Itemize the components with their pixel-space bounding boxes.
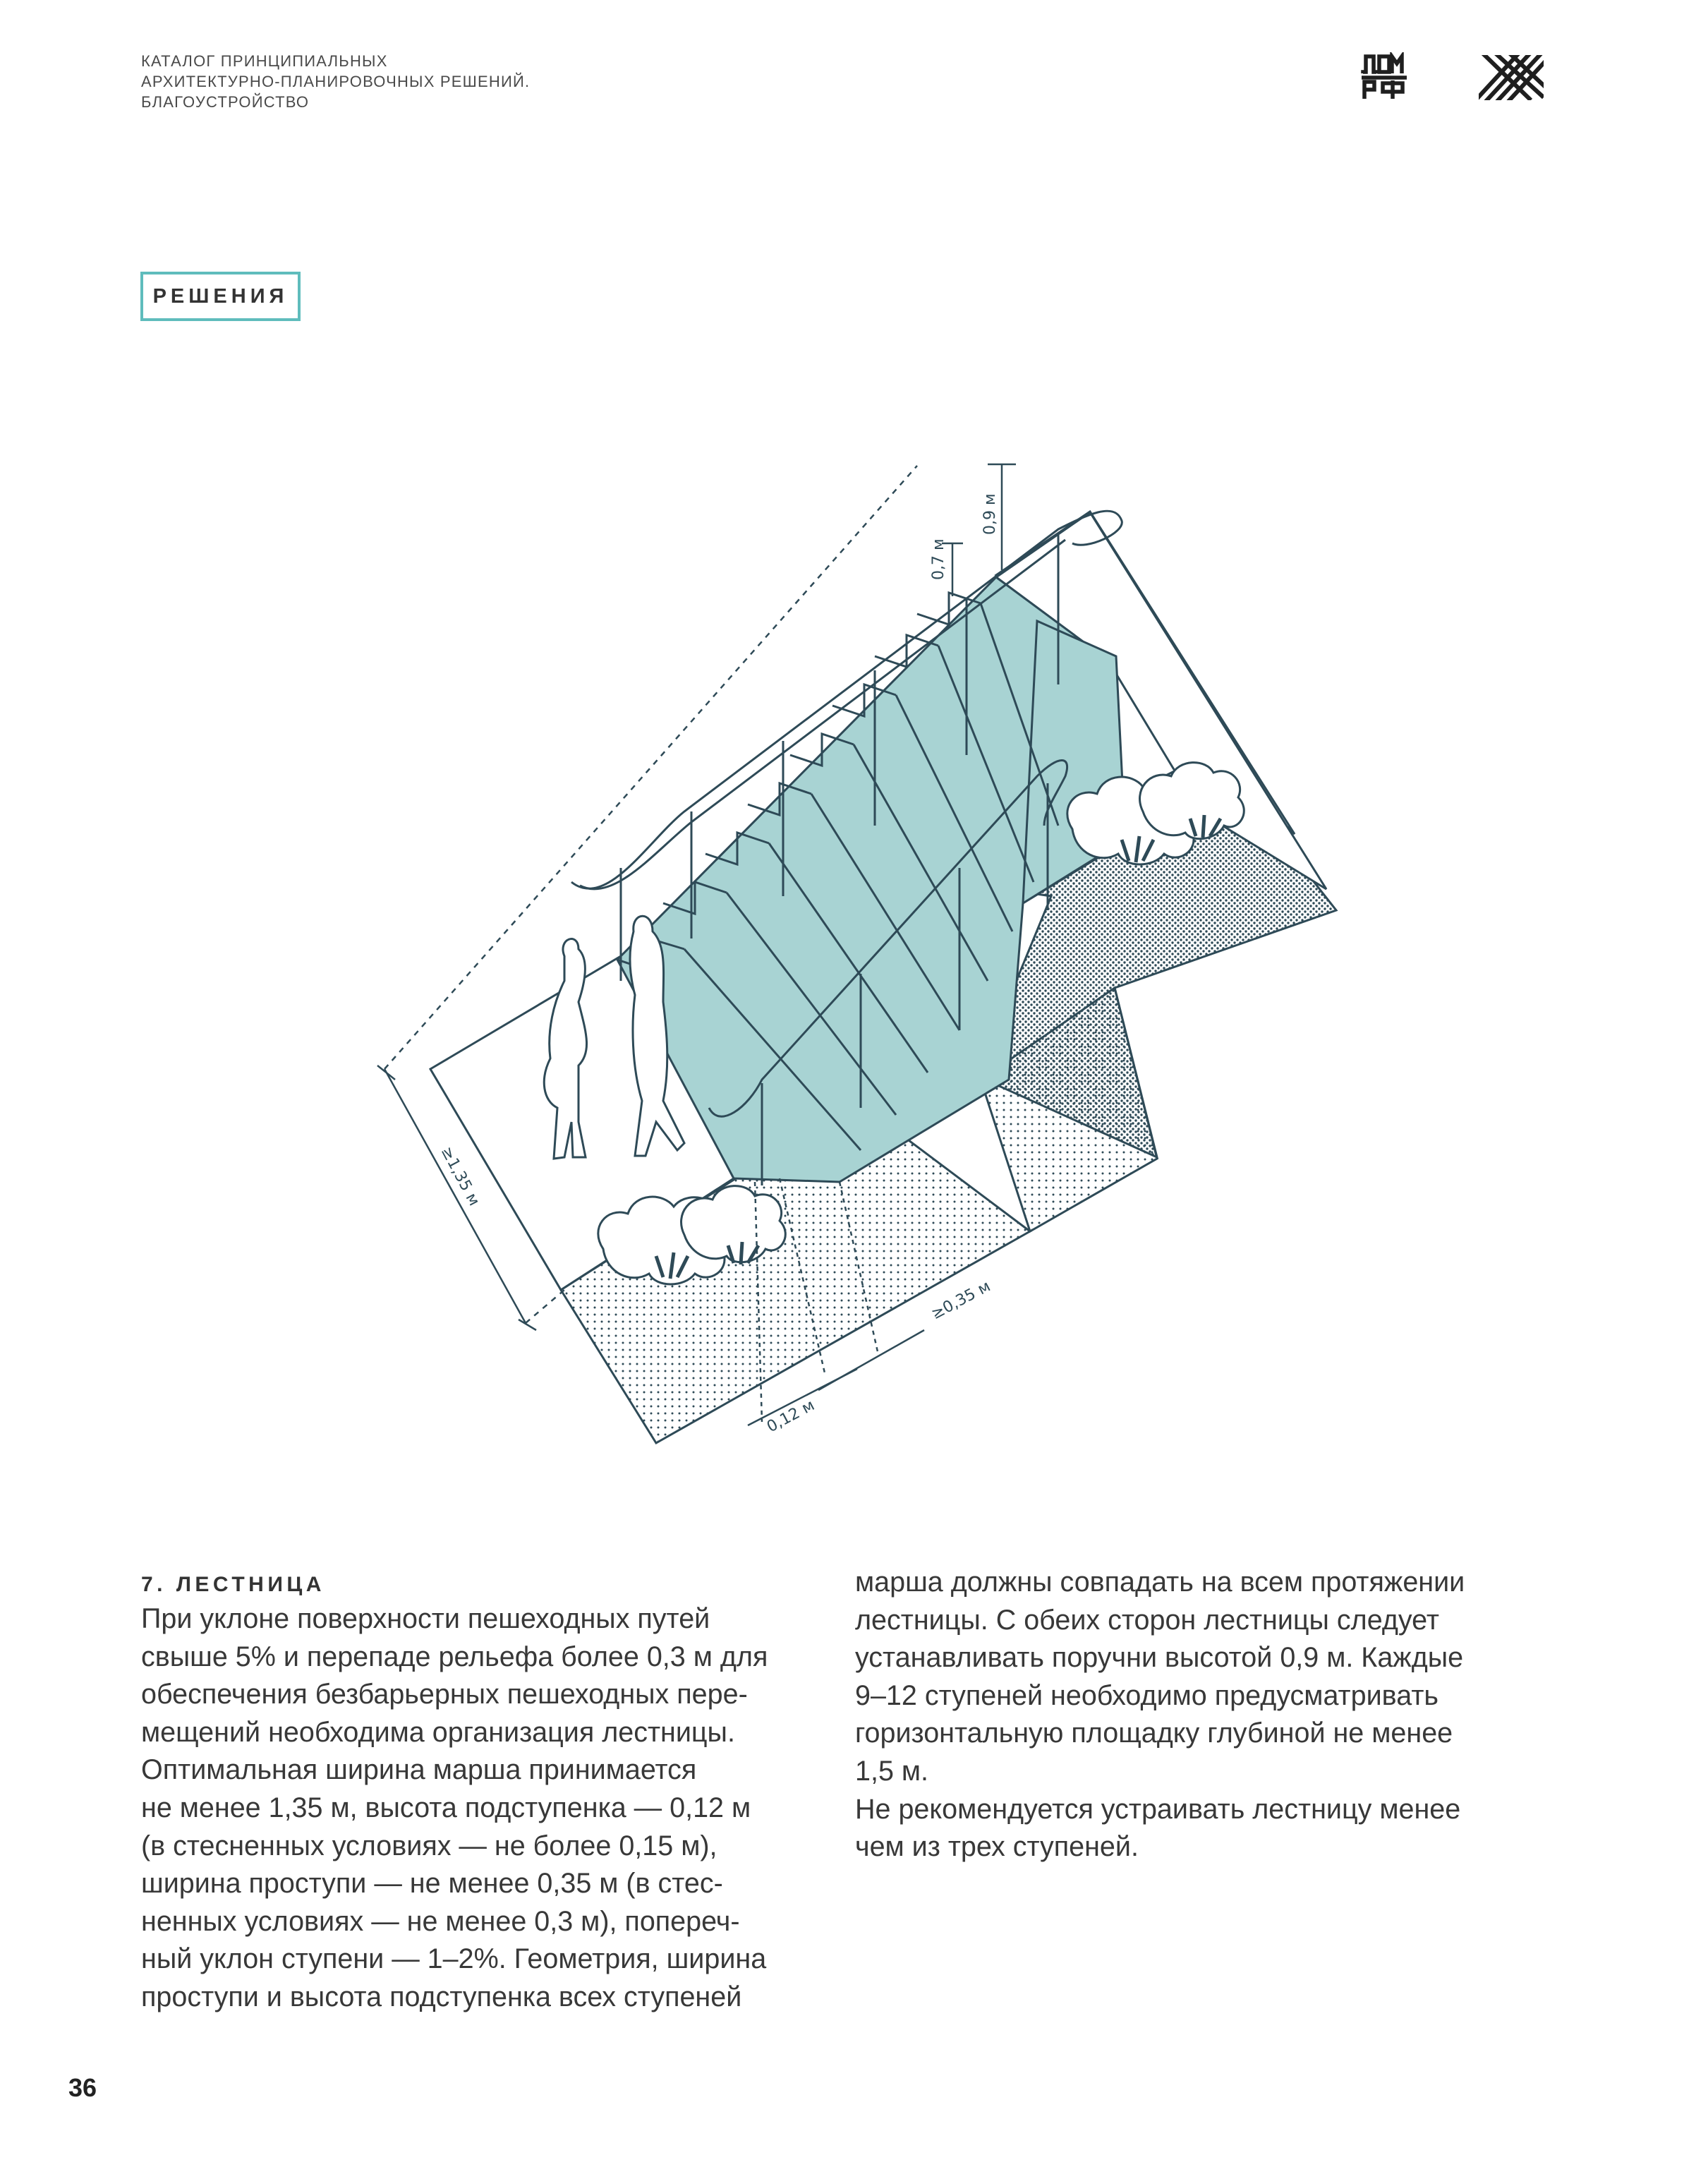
body-line: (в стесненных условиях — не более 0,15 м), [141, 1830, 717, 1861]
article-title: 7. ЛЕСТНИЦА [141, 1573, 325, 1596]
stair-diagram [353, 445, 1355, 1475]
catalog-header-line: БЛАГОУСТРОЙСТВО [141, 93, 310, 111]
body-line: Не рекомендуется устраивать лестницу менее [855, 1793, 1461, 1825]
body-line: обеспечения безбарьерных пешеходных пере- [141, 1679, 748, 1710]
dim-handrail-high: 0,9 м [981, 493, 999, 535]
body-line: мещений необходима организация лестницы. [141, 1716, 735, 1748]
body-line: 9–12 ступеней необходимо предусматривать [855, 1679, 1439, 1711]
body-line: чем из трех ступеней. [855, 1831, 1139, 1863]
dim-handrail-low: 0,7 м [930, 538, 947, 580]
body-line: лестницы. С обеих сторон лестницы следует [855, 1604, 1439, 1636]
article-right-column [855, 1564, 1546, 1866]
body-line: устанавливать поручни высотой 0,9 м. Каждые [855, 1642, 1464, 1674]
body-line: ный уклон ступени — 1–2%. Геометрия, ширина [141, 1943, 767, 1975]
body-line: проступи и высота подступенка всех ступеней [141, 1981, 742, 2012]
dim-width: ≥1,35 м [437, 1144, 483, 1209]
catalog-header-line: КАТАЛОГ ПРИНЦИПИАЛЬНЫХ [141, 52, 388, 70]
body-line: свыше 5% и перепаде рельефа более 0,3 м для [141, 1641, 768, 1672]
catalog-header [141, 51, 776, 112]
catalog-header-line: АРХИТЕКТУРНО-ПЛАНИРОВОЧНЫХ РЕШЕНИЙ. [141, 73, 531, 90]
page-number: 36 [68, 2073, 97, 2102]
article-left-column [141, 1569, 832, 2017]
dim-tread: ≥0,35 м [928, 1277, 994, 1324]
dim-riser: 0,12 м [764, 1396, 818, 1437]
body-line: марша должны совпадать на всем протяжении [855, 1567, 1465, 1598]
body-line: Оптимальная ширина марша принимается [141, 1754, 697, 1786]
section-tag: РЕШЕНИЯ [140, 272, 301, 321]
pattern-logo-icon [1479, 55, 1544, 100]
body-line: ненных условиях — не менее 0,3 м), попереч- [141, 1905, 740, 1937]
body-line: 1,5 м. [855, 1755, 929, 1787]
body-line: ширина проступи — не менее 0,35 м (в стес- [141, 1868, 723, 1900]
body-line: При уклоне поверхности пешеходных путей [141, 1603, 710, 1634]
body-line: не менее 1,35 м, высота подступенка — 0,12 м [141, 1792, 751, 1823]
body-line: горизонтальную площадку глубиной не менее [855, 1718, 1453, 1749]
domrf-logo-icon [1360, 52, 1410, 102]
